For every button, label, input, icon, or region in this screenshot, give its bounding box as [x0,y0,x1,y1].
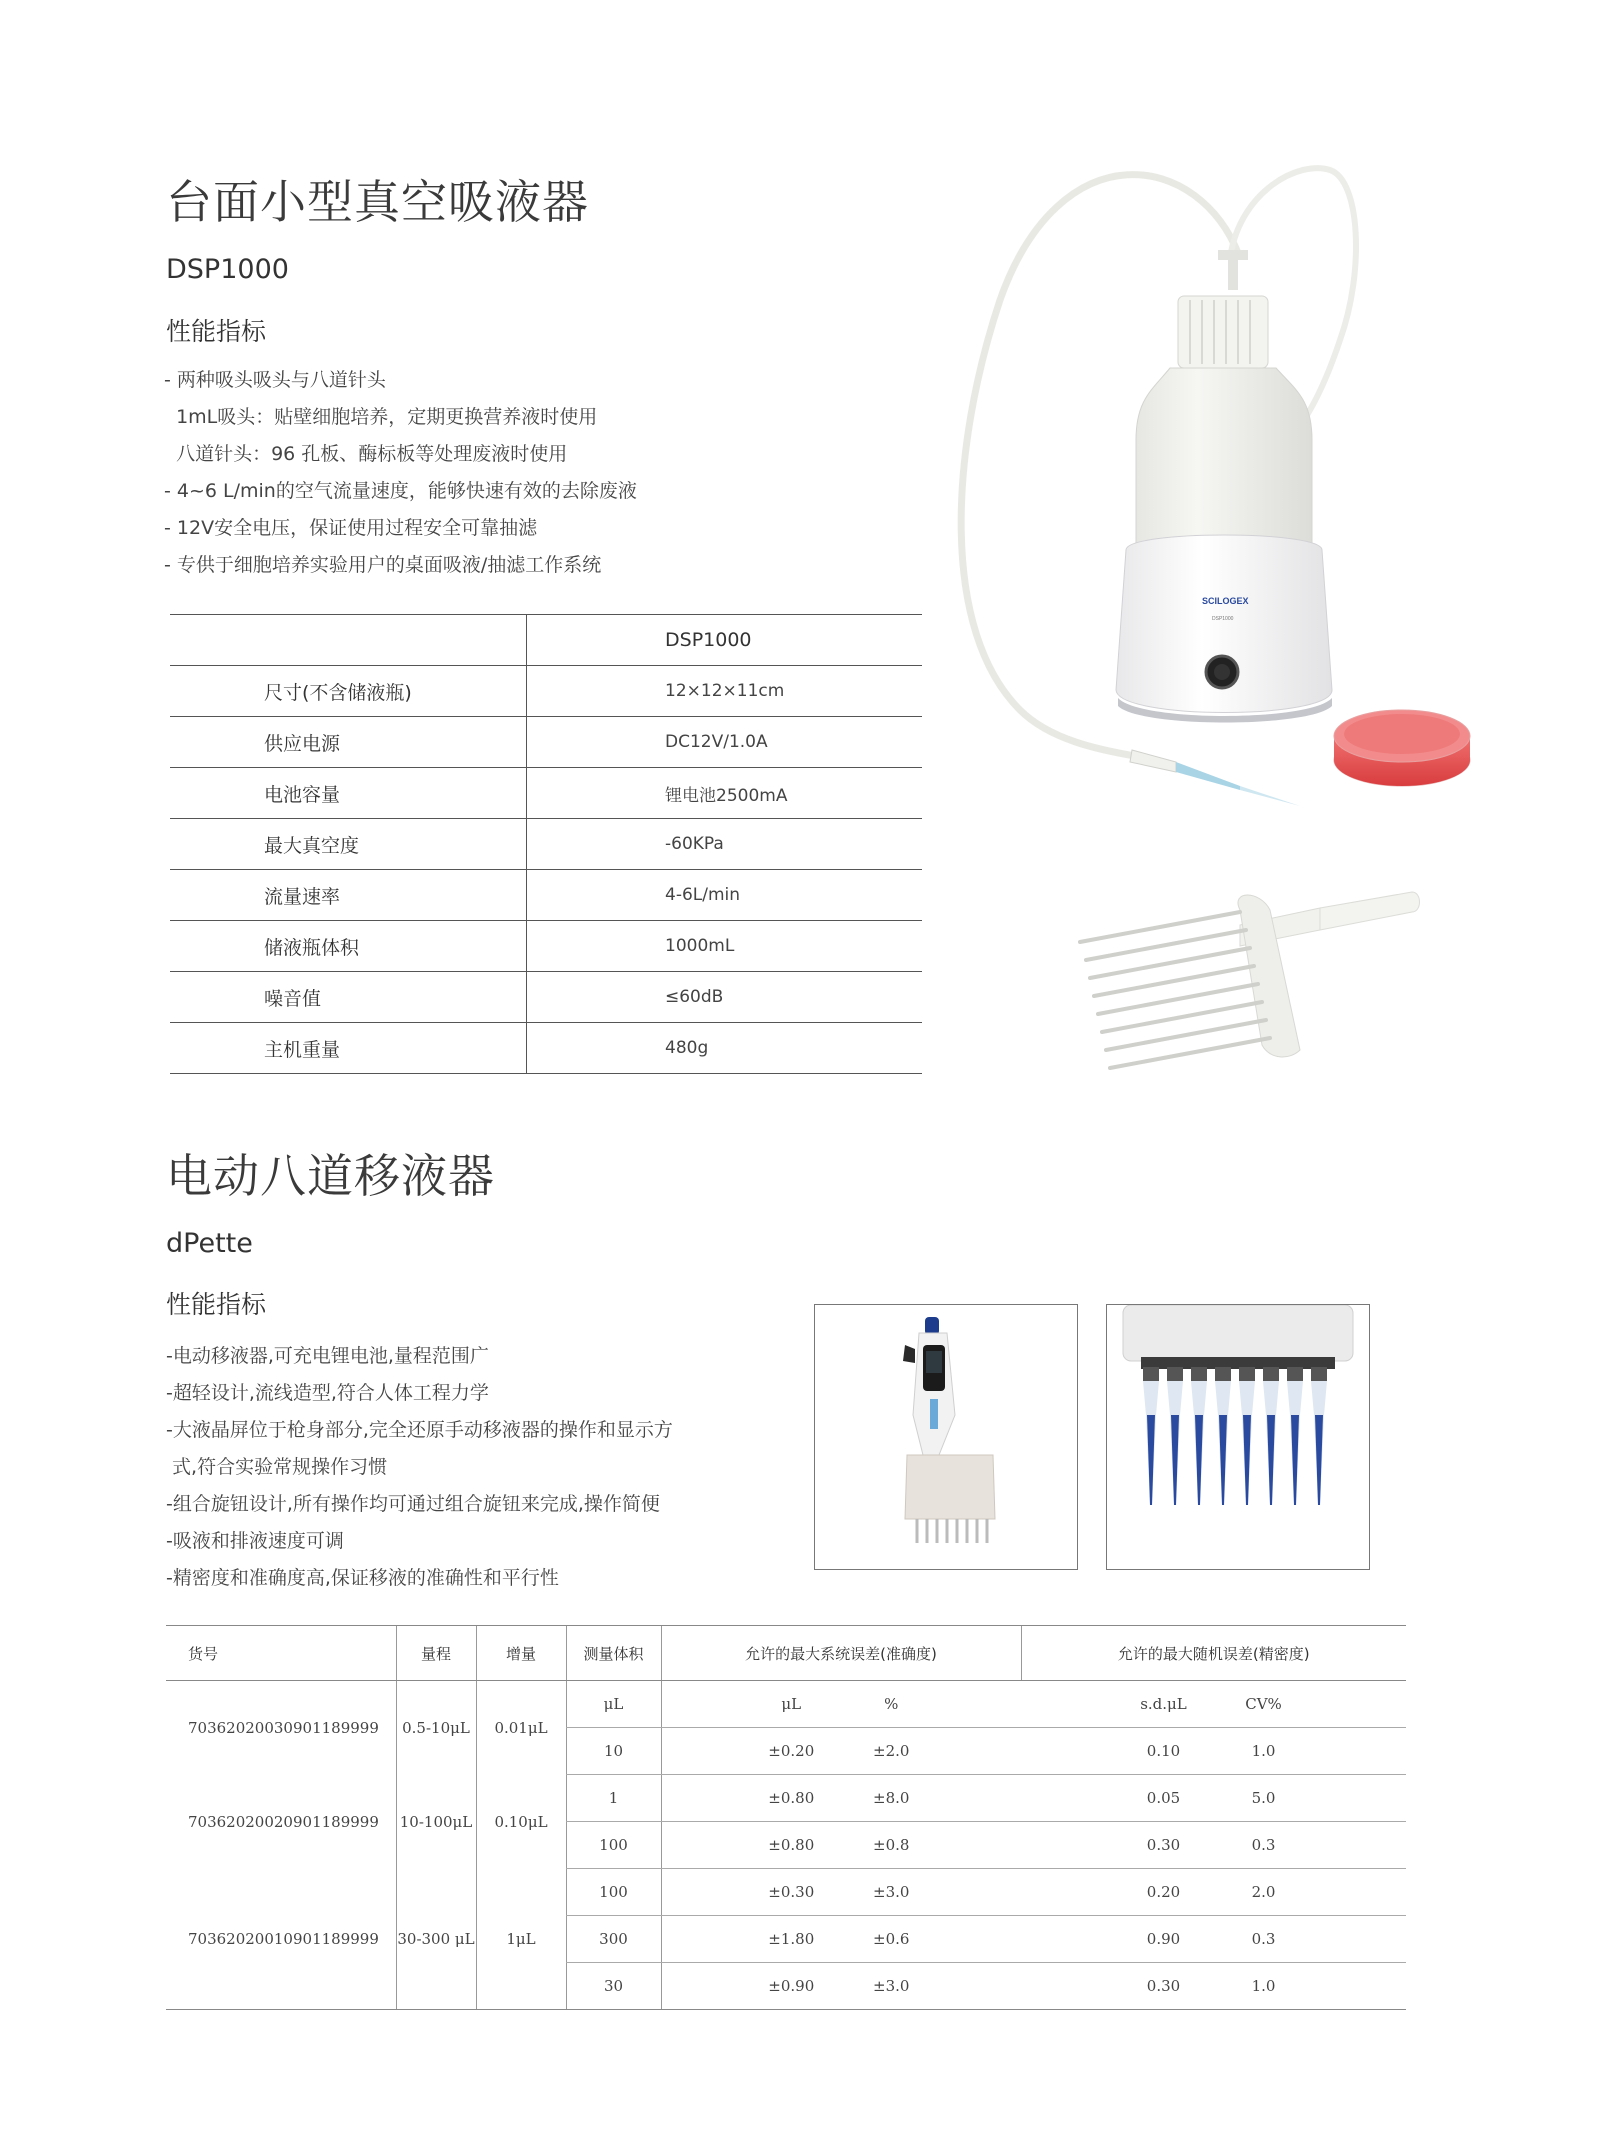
section2-feature-list [166,1338,673,1597]
precision-sd-cell: 0.90 [1146,1930,1181,1948]
tips-image-frame [1106,1304,1370,1570]
spec-label: 供应电源 [170,717,527,768]
table-row [170,1023,922,1074]
volume-cell: 30 [566,1963,661,2010]
precision-sd-cell: 0.30 [1146,1836,1181,1854]
table-header-row [166,1626,1406,1681]
feature-item: -组合旋钮设计,所有操作均可通过组合旋钮来完成,操作简便 [166,1493,660,1515]
section2-title: 电动八道移液器 [166,1149,495,1203]
section2-model: dPette [166,1228,253,1259]
feature-item: -大液晶屏位于枪身部分,完全还原手动移液器的操作和显示方 [166,1419,673,1441]
range-cell: 0.5-10μL [396,1681,476,1775]
volume-cell: 100 [566,1869,661,1916]
accuracy-pct-cell: ±3.0 [873,1883,910,1901]
accuracy-pct-cell: ±3.0 [873,1977,910,1995]
spec-label: 最大真空度 [170,819,527,870]
spec-label: 主机重量 [170,1023,527,1074]
accuracy-ul-cell: ±0.90 [768,1977,815,1995]
accuracy-ul-cell: ±0.80 [768,1836,815,1854]
precision-cv-cell: 1.0 [1251,1977,1276,1995]
volume-cell: 300 [566,1916,661,1963]
col-range: 量程 [396,1626,476,1681]
precision-cv-cell: 0.3 [1251,1836,1276,1854]
pipette-image-frame [814,1304,1078,1570]
tip-holder [1130,750,1176,772]
table-row [170,819,922,870]
sku-cell: 70362020020901189999 [188,1812,379,1831]
precision-sd-cell: 0.10 [1146,1742,1181,1760]
accuracy-ul-cell: ±0.80 [768,1789,815,1807]
spec-value: 12×12×11cm [527,666,923,717]
precision-sd-cell: 0.05 [1146,1789,1181,1807]
feature-item: 1mL吸头：贴壁细胞培养，定期更换营养液时使用 [164,406,598,428]
feature-item: -电动移液器,可充电锂电池,量程范围广 [166,1345,489,1367]
range-cell: 30-300 μL [396,1869,476,2010]
precision-cv-cell: 0.3 [1251,1930,1276,1948]
feature-item: -精密度和准确度高,保证移液的准确性和平行性 [166,1567,559,1589]
spec-value: -60KPa [527,819,923,870]
accuracy-pct-unit: % [884,1695,899,1713]
accuracy-ul-cell: ±0.30 [768,1883,815,1901]
sku-cell: 70362020010901189999 [166,1869,396,2010]
spec-label: 流量速率 [170,870,527,921]
electronic-pipette-illustration [815,1305,1077,1569]
eight-channel-adapter [1080,892,1420,1068]
precision-cv-unit: CV% [1245,1695,1282,1713]
section1-model: DSP1000 [166,254,289,285]
table-row [166,1681,1406,1728]
table-row [170,717,922,768]
range-cell: 10-100μL [396,1775,476,1869]
precision-sd-cell: 0.20 [1146,1883,1181,1901]
precision-cv-cell: 2.0 [1251,1883,1276,1901]
precision-sd-unit: s.d.μL [1140,1695,1187,1713]
dsp1000-spec-table [170,614,922,1074]
feature-item: - 4~6 L/min的空气流量速度，能够快速有效的去除废液 [164,480,637,502]
accuracy-pct-cell: ±8.0 [873,1789,910,1807]
feature-item: - 12V安全电压，保证使用过程安全可靠抽滤 [164,517,538,539]
volume-cell: 100 [566,1822,661,1869]
spec-label: 噪音值 [170,972,527,1023]
dpette-spec-table [166,1625,1406,2010]
spec-value: 480g [527,1023,923,1074]
increment-cell: 0.10μL [476,1775,566,1869]
table-row [170,972,922,1023]
multichannel-manifold [905,1455,995,1519]
device-model-label: DSP1000 [1212,616,1234,622]
spec-value: 1000mL [527,921,923,972]
spec-label: 储液瓶体积 [170,921,527,972]
table-row [170,768,922,819]
feature-item: -超轻设计,流线造型,符合人体工程力学 [166,1382,489,1404]
bottle-cap [1178,296,1268,368]
spec-value: 4-6L/min [527,870,923,921]
pipette-tips-illustration [1107,1305,1369,1569]
table-row [170,870,922,921]
col-accuracy: 允许的最大系统误差(准确度) [661,1626,1021,1681]
spec-value: DC12V/1.0A [527,717,923,768]
spec-value: 锂电池2500mA [527,768,923,819]
tip-array [1143,1367,1327,1505]
table-row [166,1775,1406,1822]
section1-title: 台面小型真空吸液器 [166,175,589,229]
feature-item: 式,符合实验常规操作习惯 [166,1456,388,1478]
accuracy-ul-cell: ±1.80 [768,1930,815,1948]
precision-cv-cell: 1.0 [1251,1742,1276,1760]
vacuum-aspirator-illustration [940,150,1540,1090]
section1-perf-heading: 性能指标 [166,317,267,346]
sku-cell: 70362020030901189999 [188,1718,379,1737]
accuracy-ul-unit: μL [781,1695,802,1713]
accuracy-pct-cell: ±0.8 [873,1836,910,1854]
increment-cell: 1μL [476,1869,566,2010]
spec-label: 尺寸(不含储液瓶) [170,666,527,717]
table-row [170,666,922,717]
spec-value: ≤60dB [527,972,923,1023]
brand-logo: SCILOGEX [1202,596,1249,606]
spec-model-header: DSP1000 [527,615,923,666]
volume-cell: 1 [566,1775,661,1822]
spec-label: 电池容量 [170,768,527,819]
table-row [170,921,922,972]
feature-item: -吸液和排液速度可调 [166,1530,344,1552]
volume-unit: μL [566,1681,661,1728]
col-increment: 增量 [476,1626,566,1681]
pipette-tip [1176,762,1240,790]
col-sku: 货号 [166,1626,396,1681]
accuracy-pct-cell: ±2.0 [873,1742,910,1760]
feature-item: - 专供于细胞培养实验用户的桌面吸液/抽滤工作系统 [164,554,602,576]
section2-perf-heading: 性能指标 [166,1290,267,1319]
table-row [166,1869,1406,1916]
table-header-row [170,615,922,666]
col-precision: 允许的最大随机误差(精密度) [1021,1626,1406,1681]
precision-cv-cell: 5.0 [1251,1789,1276,1807]
accuracy-pct-cell: ±0.6 [873,1930,910,1948]
accuracy-ul-cell: ±0.20 [768,1742,815,1760]
volume-cell: 10 [566,1728,661,1775]
precision-sd-cell: 0.30 [1146,1977,1181,1995]
section1-feature-list [164,362,637,584]
col-test-volume: 测量体积 [566,1626,661,1681]
feature-item: - 两种吸头吸头与八道针头 [164,369,386,391]
feature-item: 八道针头：96 孔板、酶标板等处理废液时使用 [164,443,568,465]
increment-cell: 0.01μL [476,1681,566,1775]
